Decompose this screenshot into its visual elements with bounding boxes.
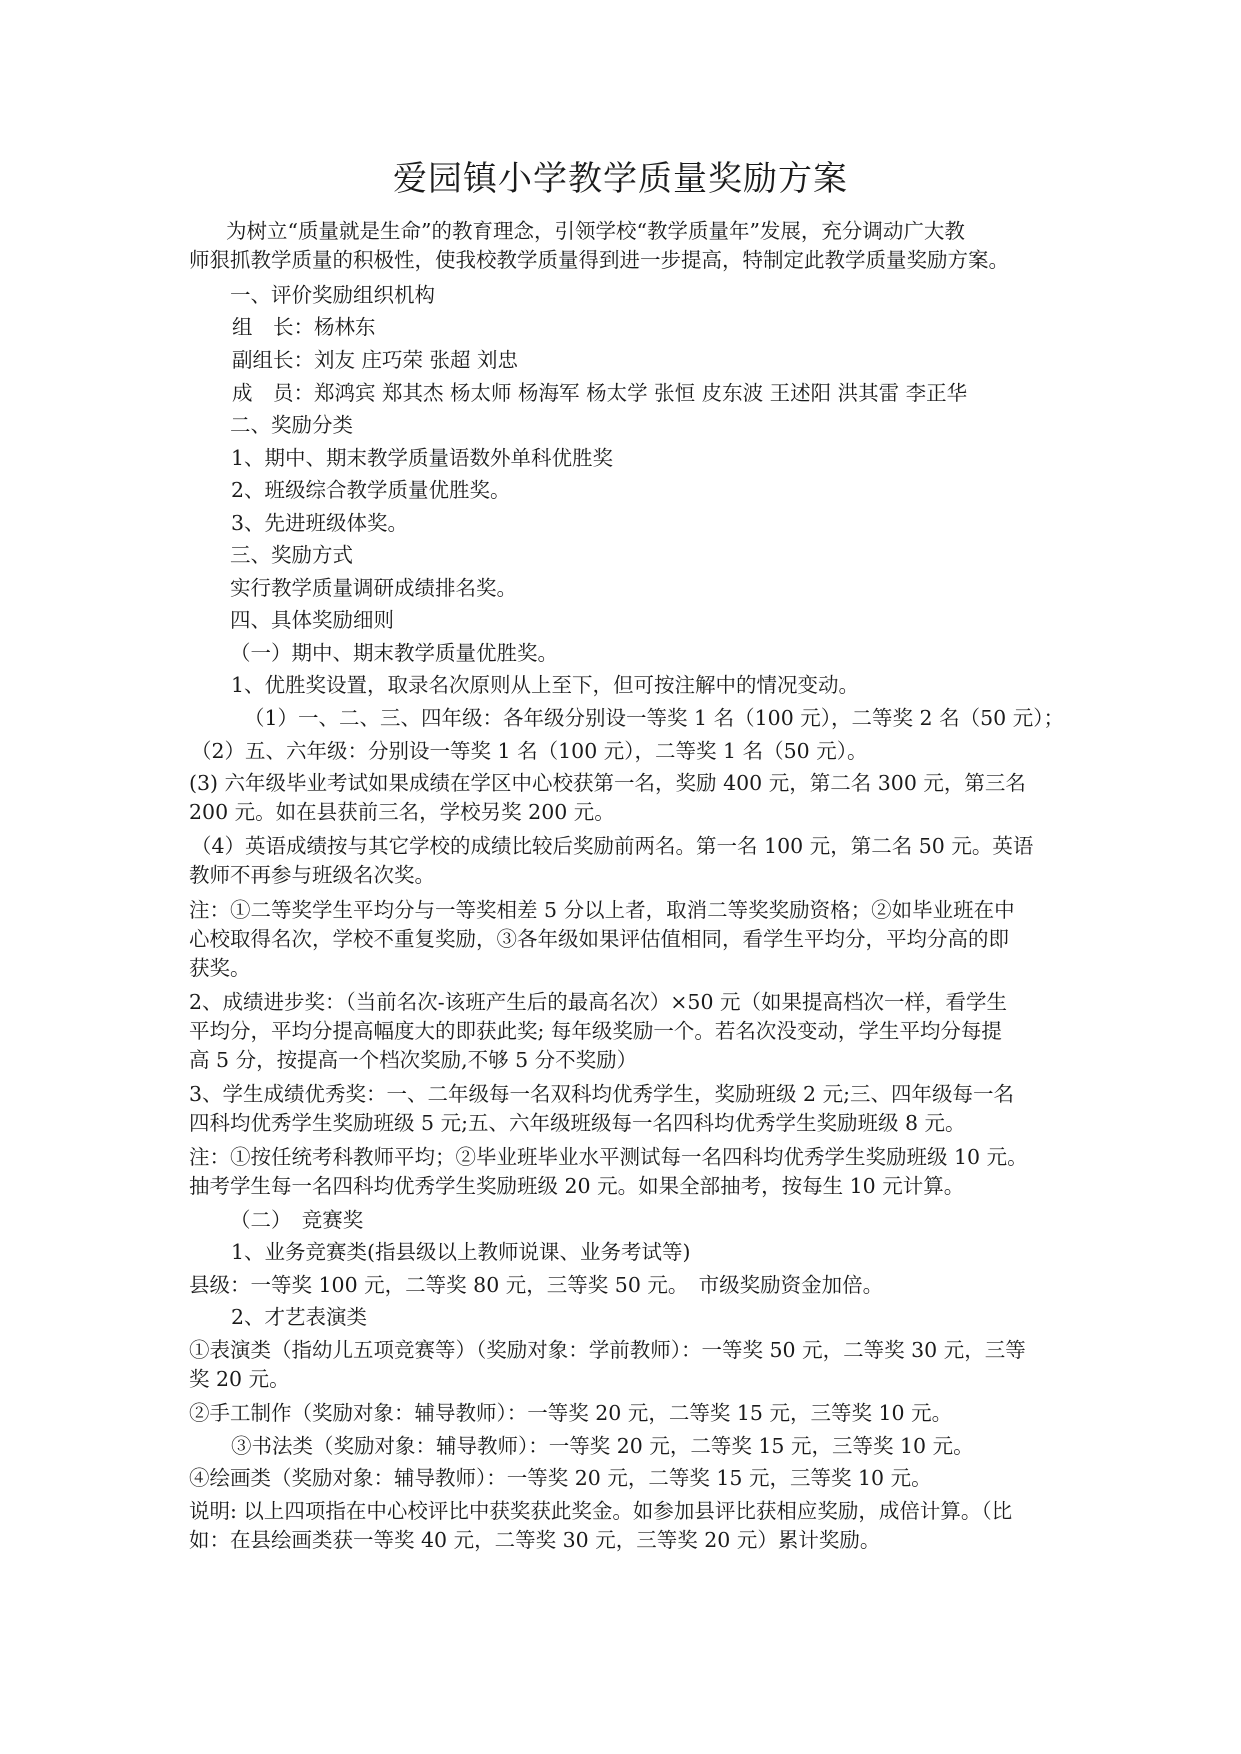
text-line: 四科均优秀学生奖励班级 5 元;五、六年级班级每一名四科均优秀学生奖励班级 8 元。 (189, 1111, 966, 1135)
section-heading: （二） 竞赛奖 (230, 1208, 364, 1232)
text-line: 1、期中、期末教学质量语数外单科优胜奖 (231, 446, 614, 470)
text-line: (3) 六年级毕业考试如果成绩在学区中心校获第一名，奖励 400 元，第二名 300 元，第三名 (189, 771, 1026, 795)
text-line: ③书法类（奖励对象：辅导教师）：一等奖 20 元，二等奖 15 元，三等奖 10 元。 (231, 1434, 974, 1458)
text-line: 200 元。如在县获前三名，学校另奖 200 元。 (189, 800, 615, 824)
text-line: （1）一、二、三、四年级：各年级分别设一等奖 1 名（100 元），二等奖 2 名（50 元）； (244, 706, 1064, 730)
text-line: 教师不再参与班级名次奖。 (189, 863, 435, 887)
text-line: 1、业务竞赛类(指县级以上教师说课、业务考试等) (231, 1240, 691, 1264)
text-line: ④绘画类（奖励对象：辅导教师）：一等奖 20 元，二等奖 15 元，三等奖 10 元。 (189, 1466, 932, 1490)
text-line: 3、学生成绩优秀奖：一、二年级每一名双科均优秀学生，奖励班级 2 元;三、四年级每一名 (189, 1082, 1015, 1106)
text-line: 平均分，平均分提高幅度大的即获此奖; 每年级奖励一个。若名次没变动，学生平均分每提 (189, 1019, 1002, 1043)
text-line: 1、优胜奖设置，取录名次原则从上至下，但可按注解中的情况变动。 (231, 673, 860, 697)
section-heading: 三、奖励方式 (230, 543, 353, 567)
text-line: 2、才艺表演类 (231, 1305, 368, 1329)
text-line: 注：①按任统考科教师平均；②毕业班毕业水平测试每一名四科均优秀学生奖励班级 10 元。 (189, 1145, 1028, 1169)
document-title: 爱园镇小学教学质量奖励方案 (393, 159, 848, 199)
text-line: 组 长：杨林东 (232, 315, 376, 339)
text-line: （一）期中、期末教学质量优胜奖。 (230, 641, 558, 665)
text-line: 副组长：刘友 庄巧荣 张超 刘忠 (232, 348, 519, 372)
text-line: 高 5 分，按提高一个档次奖励,不够 5 分不奖励） (189, 1048, 638, 1072)
text-line: （4）英语成绩按与其它学校的成绩比较后奖励前两名。第一名 100 元，第二名 50 元。英语 (191, 834, 1034, 858)
text-line: 说明: 以上四项指在中心校评比中获奖获此奖金。如参加县评比获相应奖励，成倍计算。（比 (189, 1499, 1013, 1523)
text-line: ①表演类（指幼儿五项竞赛等）（奖励对象：学前教师）：一等奖 50 元，二等奖 30 元，三等 (189, 1338, 1026, 1362)
text-line: 奖 20 元。 (189, 1367, 290, 1391)
section-heading: 四、具体奖励细则 (230, 608, 394, 632)
text-line: 师狠抓教学质量的积极性，使我校教学质量得到进一步提高，特制定此教学质量奖励方案。 (189, 248, 1009, 272)
text-line: 3、先进班级体奖。 (231, 511, 409, 535)
text-line: 为树立“质量就是生命”的教育理念，引领学校“教学质量年”发展，充分调动广大教 (226, 219, 965, 243)
text-line: 县级：一等奖 100 元，二等奖 80 元，三等奖 50 元。 市级奖励资金加倍。 (189, 1273, 884, 1297)
text-line: 如：在县绘画类获一等奖 40 元，二等奖 30 元，三等奖 20 元）累计奖励。 (189, 1528, 881, 1552)
text-line: 心校取得名次，学校不重复奖励，③各年级如果评估值相同，看学生平均分，平均分高的即 (189, 927, 1009, 951)
text-line: 注：①二等奖学生平均分与一等奖相差 5 分以上者，取消二等奖奖励资格；②如毕业班在中 (189, 898, 1015, 922)
text-line: 成 员：郑鸿宾 郑其杰 杨太师 杨海军 杨太学 张恒 皮东波 王述阳 洪其雷 李正华 (232, 381, 968, 405)
text-line: ②手工制作（奖励对象：辅导教师）：一等奖 20 元，二等奖 15 元，三等奖 10 元。 (189, 1401, 953, 1425)
text-line: （2）五、六年级：分别设一等奖 1 名（100 元），二等奖 1 名（50 元）。 (191, 739, 868, 763)
text-line: 2、成绩进步奖：（当前名次-该班产生后的最高名次）×50 元（如果提高档次一样，看学生 (189, 990, 1007, 1014)
text-line: 获奖。 (189, 956, 251, 980)
text-line: 实行教学质量调研成绩排名奖。 (230, 576, 517, 600)
section-heading: 一、评价奖励组织机构 (230, 283, 435, 307)
section-heading: 二、奖励分类 (230, 413, 353, 437)
text-line: 抽考学生每一名四科均优秀学生奖励班级 20 元。如果全部抽考，按每生 10 元计算。 (189, 1174, 965, 1198)
text-line: 2、班级综合教学质量优胜奖。 (231, 478, 511, 502)
